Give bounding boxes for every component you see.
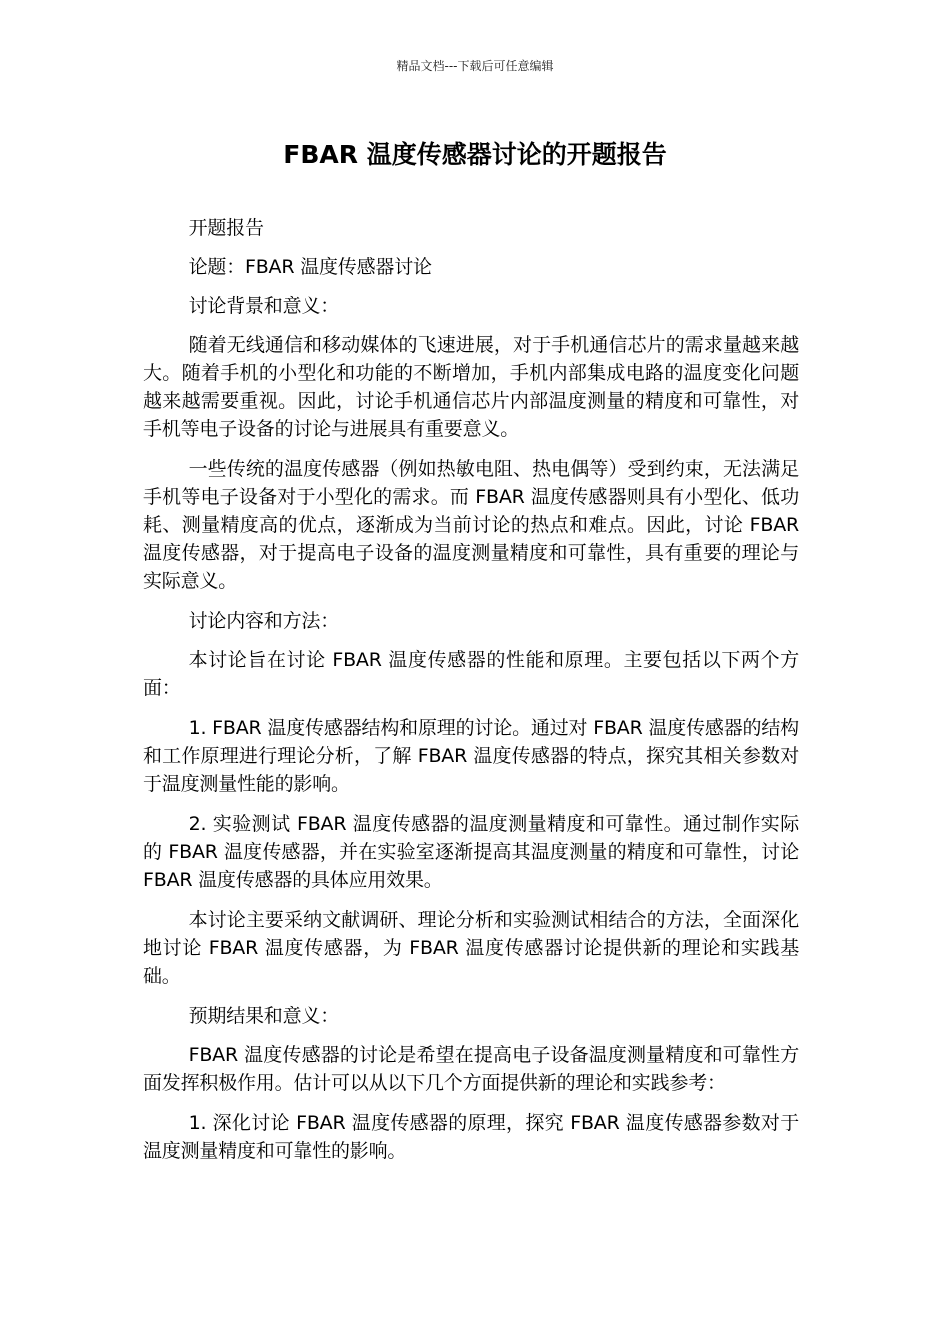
document-body <box>143 214 799 1177</box>
section-heading-results: 预期结果和意义： <box>188 1005 339 1027</box>
paragraph-results-item-1: 1. 深化讨论 FBAR 温度传感器的原理，探究 FBAR 温度传感器参数对于温度测量精度和可靠性的影响。 <box>143 1112 799 1162</box>
paragraph-background-2: 一些传统的温度传感器（例如热敏电阻、热电偶等）受到约束，无法满足手机等电子设备对于小型化的需求。而 FBAR 温度传感器则具有小型化、低功耗、测量精度高的优点，逐渐成为当前讨论的热点和难点。因此，讨论 FBAR 温度传感器，对于提高电子设备的温度测量精度和可靠性，具有重要的理论与实际意义。 <box>143 458 799 592</box>
header-note: 精品文档---下载后可任意编辑 <box>396 59 554 73</box>
document-title: FBAR 温度传感器讨论的开题报告 <box>283 140 667 169</box>
paragraph-method: 本讨论主要采纳文献调研、理论分析和实验测试相结合的方法，全面深化地讨论 FBAR 温度传感器，为 FBAR 温度传感器讨论提供新的理论和实践基础。 <box>143 909 799 987</box>
topic-line: 论题：FBAR 温度传感器讨论 <box>188 256 432 278</box>
section-label-report: 开题报告 <box>188 217 264 239</box>
section-heading-background: 讨论背景和意义： <box>188 295 339 317</box>
section-heading-content-method: 讨论内容和方法： <box>188 610 339 632</box>
paragraph-content-intro: 本讨论旨在讨论 FBAR 温度传感器的性能和原理。主要包括以下两个方面： <box>143 649 799 699</box>
paragraph-content-item-1: 1. FBAR 温度传感器结构和原理的讨论。通过对 FBAR 温度传感器的结构和工作原理进行理论分析，了解 FBAR 温度传感器的特点，探究其相关参数对于温度测量性能的影响。 <box>143 717 799 795</box>
paragraph-content-item-2: 2. 实验测试 FBAR 温度传感器的温度测量精度和可靠性。通过制作实际的 FBAR 温度传感器，并在实验室逐渐提高其温度测量的精度和可靠性，讨论 FBAR 温度传感器的具体应用效果。 <box>143 813 799 891</box>
paragraph-background-1: 随着无线通信和移动媒体的飞速进展，对于手机通信芯片的需求量越来越大。随着手机的小型化和功能的不断增加，手机内部集成电路的温度变化问题越来越需要重视。因此，讨论手机通信芯片内部温度测量的精度和可靠性，对手机等电子设备的讨论与进展具有重要意义。 <box>143 334 799 440</box>
paragraph-results-intro: FBAR 温度传感器的讨论是希望在提高电子设备温度测量精度和可靠性方面发挥积极作用。估计可以从以下几个方面提供新的理论和实践参考： <box>143 1044 799 1094</box>
